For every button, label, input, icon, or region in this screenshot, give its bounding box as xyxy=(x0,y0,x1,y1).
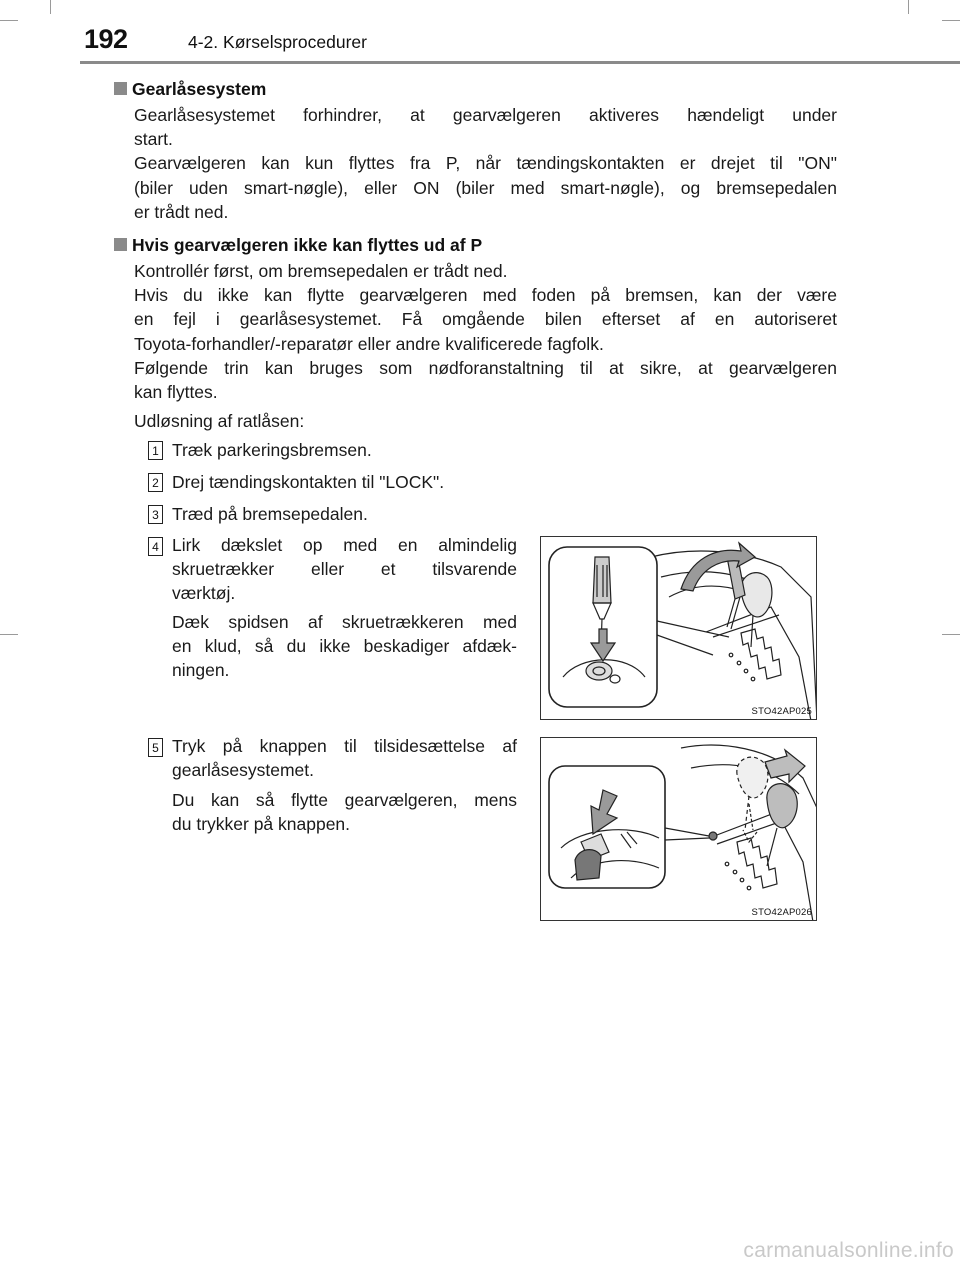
text-line: Gearlåsesystemet forhindrer, at gearvælgeren aktiveres hændeligt under xyxy=(134,105,837,125)
gear-lock-paragraph xyxy=(134,103,837,224)
text-line: ningen. xyxy=(172,660,230,681)
text-line: Dæk spidsen af skruetrækkeren med xyxy=(172,612,517,632)
heading-bullet-icon xyxy=(114,238,127,251)
step-text-2: Drej tændingskontakten til "LOCK". xyxy=(172,472,445,492)
step-number-2: 2 xyxy=(148,473,163,492)
text-line: Tryk på knappen til tilsidesættelse af xyxy=(172,736,517,756)
step-text-3: Træd på bremsepedalen. xyxy=(172,504,368,524)
text-line: du trykker på knappen. xyxy=(172,814,351,835)
section-heading-gear-lock xyxy=(114,79,266,100)
text-line: Gearvælgeren kan kun flyttes fra P, når tændingskontakten er drejet til "ON" xyxy=(134,153,837,174)
figure-override-button xyxy=(540,737,817,921)
section-heading-cannot-shift xyxy=(114,235,482,256)
step-number-5: 5 xyxy=(148,738,163,757)
header-rule xyxy=(80,61,960,64)
crop-mark-top-right-h xyxy=(942,20,960,21)
section-heading-text: Hvis gearvælgeren ikke kan flyttes ud af P xyxy=(132,235,483,255)
screwdriver-illustration xyxy=(541,537,817,720)
text-line: skruetrækker eller et tilsvarende xyxy=(172,559,517,580)
crop-mark-mid-right xyxy=(942,634,960,635)
override-button-illustration xyxy=(541,738,817,921)
heading-bullet-icon xyxy=(114,82,127,95)
step-number-3: 3 xyxy=(148,505,163,524)
text-line: værktøj. xyxy=(172,583,236,604)
step-number-4: 4 xyxy=(148,537,163,556)
text-line: kan flyttes. xyxy=(134,382,218,403)
text-line: Du kan så flytte gearvælgeren, mens xyxy=(172,790,517,810)
text-line: en fejl i gearlåsesystemet. Få omgående bilen efterset af en autoriseret xyxy=(134,309,837,330)
step-text-1: Træk parkeringsbremsen. xyxy=(172,440,372,460)
text-line: Kontrollér først, om bremsepedalen er trådt ned. xyxy=(134,261,508,281)
text-line: gearlåsesystemet. xyxy=(172,760,315,781)
crop-mark-mid-left xyxy=(0,634,18,635)
page-number: 192 xyxy=(84,24,128,54)
text-line: (biler uden smart-nøgle), eller ON (biler med smart-nøgle), og bremsepedalen xyxy=(134,177,837,198)
figure-screwdriver-cover xyxy=(540,536,817,720)
figure-code: STO42AP025 xyxy=(751,706,812,717)
step-text-4 xyxy=(172,533,517,606)
text-line: Hvis du ikke kan flytte gearvælgeren med foden på bremsen, kan der være xyxy=(134,285,837,306)
text-line: Toyota-forhandler/-reparatør eller andre kvalificerede fagfolk. xyxy=(134,333,604,354)
text-line: Lirk dækslet op med en almindelig xyxy=(172,535,517,555)
crop-mark-top-left-h xyxy=(0,20,18,21)
crop-mark-top-right-v xyxy=(908,0,909,14)
step-note-5 xyxy=(172,788,517,836)
step-text-5 xyxy=(172,734,517,782)
text-line: en klud, så du ikke beskadiger afdæk- xyxy=(172,636,517,657)
text-line: er trådt ned. xyxy=(134,201,229,222)
step-note-4 xyxy=(172,610,517,683)
release-intro: Udløsning af ratlåsen: xyxy=(134,411,305,431)
text-line: Følgende trin kan bruges som nødforanstaltning til at sikre, at gearvælgeren xyxy=(134,357,837,378)
crop-mark-top-left-v xyxy=(50,0,51,14)
shift-arrow-icon xyxy=(765,750,805,782)
figure-code: STO42AP026 xyxy=(751,907,812,918)
text-line: start. xyxy=(134,129,173,150)
cannot-shift-paragraph xyxy=(134,259,837,404)
watermark: carmanualsonline.info xyxy=(743,1239,954,1262)
step-number-1: 1 xyxy=(148,441,163,460)
section-heading-text: Gearlåsesystem xyxy=(132,79,267,99)
chapter-title: 4-2. Kørselsprocedurer xyxy=(188,32,367,52)
